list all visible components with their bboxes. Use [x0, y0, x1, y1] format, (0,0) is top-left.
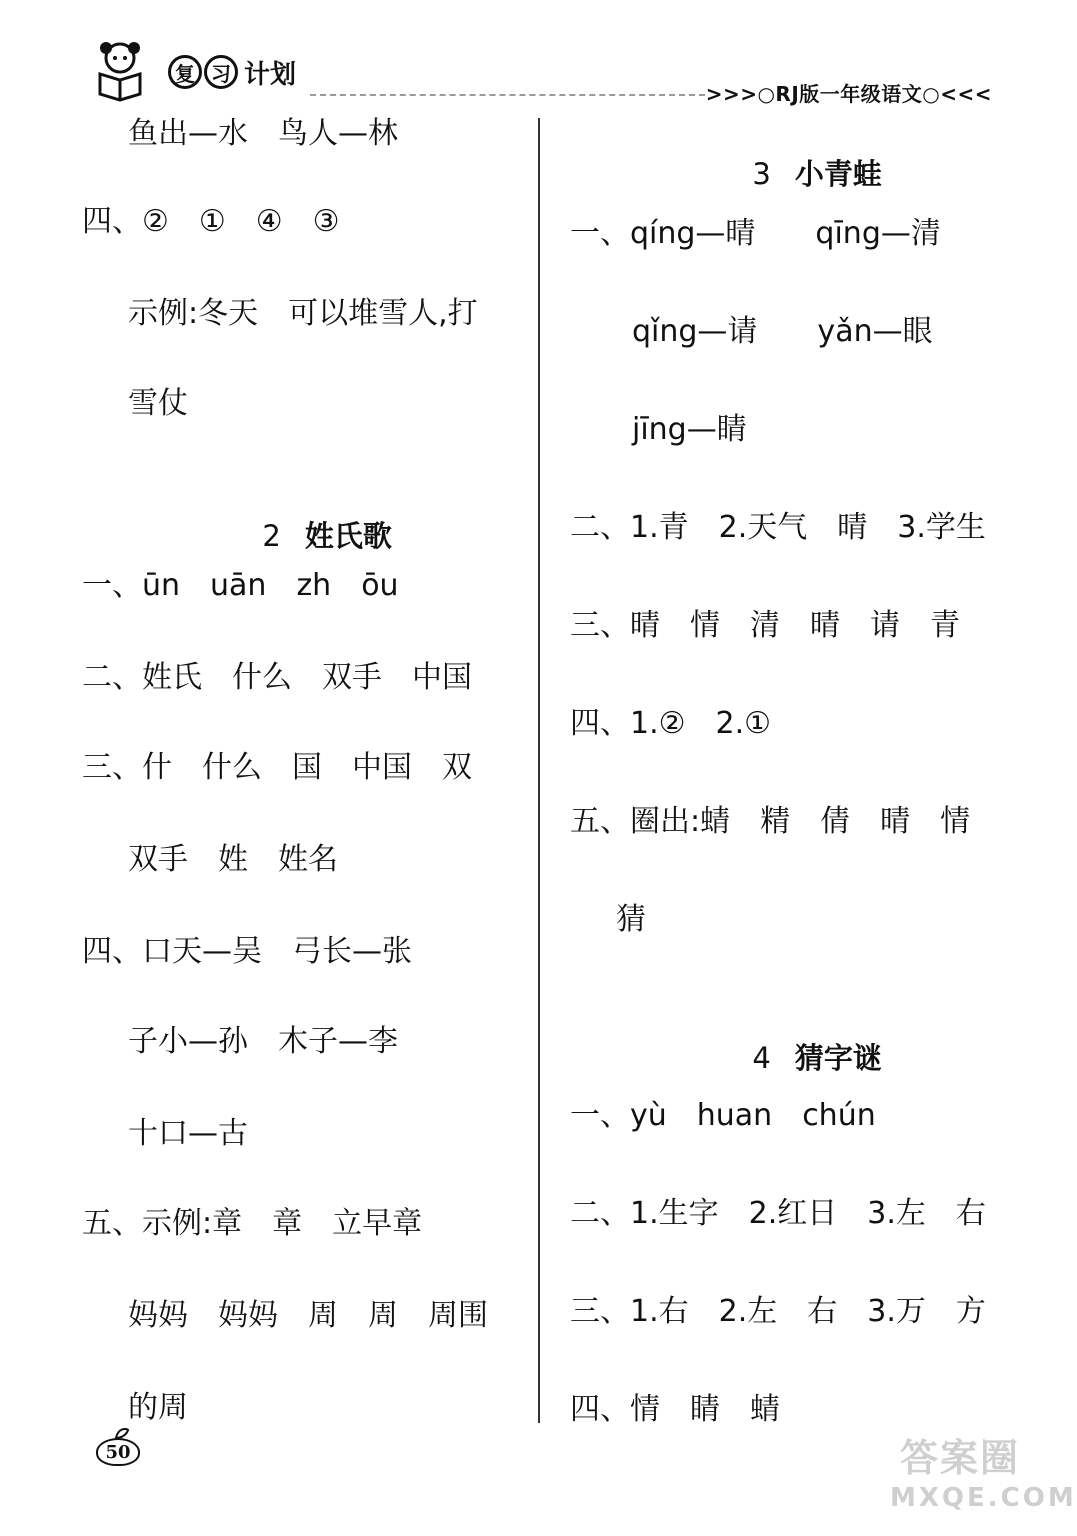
page-number: 50 [96, 1438, 140, 1466]
reading-girl-icon [88, 38, 152, 102]
lesson-title: 姓氏歌 [304, 519, 392, 553]
answer-line: 二、1.生字 2.红日 3.左 右 [570, 1196, 986, 1231]
column-divider [538, 118, 540, 1423]
answer-line: 的周 [128, 1390, 188, 1425]
answer-line: 一、qíng—晴 qīng—清 [570, 216, 941, 251]
series-logo [168, 52, 296, 92]
answer-line: 鱼出—水 鸟人—林 [128, 116, 398, 151]
answer-line: 五、圈出:蜻 精 倩 晴 情 [570, 804, 971, 839]
answer-line: 示例:冬天 可以堆雪人,打 [128, 296, 478, 331]
answer-line: 四、② ① ④ ③ [82, 204, 340, 239]
logo-char-2: 习 [204, 55, 238, 89]
lesson-number: 4 [752, 1041, 771, 1075]
edition-label: >>>○RJ版一年级语文○<<< [705, 82, 992, 106]
answer-line: 三、什 什么 国 中国 双 [82, 750, 472, 785]
logo-char-1: 复 [168, 55, 202, 89]
answer-line: 三、晴 情 清 晴 请 青 [570, 608, 960, 643]
answer-line: 四、口天—吴 弓长—张 [82, 934, 412, 969]
answer-line: 四、1.② 2.① [570, 706, 772, 741]
answer-line: qǐng—请 yǎn—眼 [632, 314, 933, 349]
answer-line: 四、情 睛 蜻 [570, 1392, 780, 1427]
page-header [0, 0, 1036, 110]
lesson-number: 3 [752, 157, 771, 191]
answer-line: 一、yù huan chún [570, 1098, 876, 1133]
answer-line: 猜 [616, 902, 646, 937]
answer-line: 雪仗 [128, 386, 188, 421]
watermark-bottom: MXQE.COM [890, 1483, 1077, 1513]
answer-line: 一、ūn uān zh ōu [82, 568, 399, 603]
answer-line: 双手 姓 姓名 [128, 842, 338, 877]
answer-line: 三、1.右 2.左 右 3.万 方 [570, 1294, 986, 1329]
answer-line: 二、姓氏 什么 双手 中国 [82, 660, 472, 695]
lesson-title: 小青蛙 [794, 157, 882, 191]
page-footer [88, 1426, 148, 1476]
answer-line: 五、示例:章 章 立早章 [82, 1206, 423, 1241]
answer-line: 子小—孙 木子—李 [128, 1024, 398, 1059]
lesson-title: 猜字谜 [794, 1041, 882, 1075]
logo-tail: 计划 [244, 59, 297, 90]
watermark [890, 1434, 1077, 1530]
answer-line: 妈妈 妈妈 周 周 周围 [128, 1298, 488, 1333]
answer-line: 十口—古 [128, 1116, 248, 1151]
watermark-top: 答案圈 [899, 1436, 1020, 1480]
answer-line: jīng—睛 [632, 412, 747, 447]
header-dashed-rule [310, 94, 705, 96]
answer-line: 二、1.青 2.天气 晴 3.学生 [570, 510, 986, 545]
lesson-number: 2 [262, 519, 281, 553]
